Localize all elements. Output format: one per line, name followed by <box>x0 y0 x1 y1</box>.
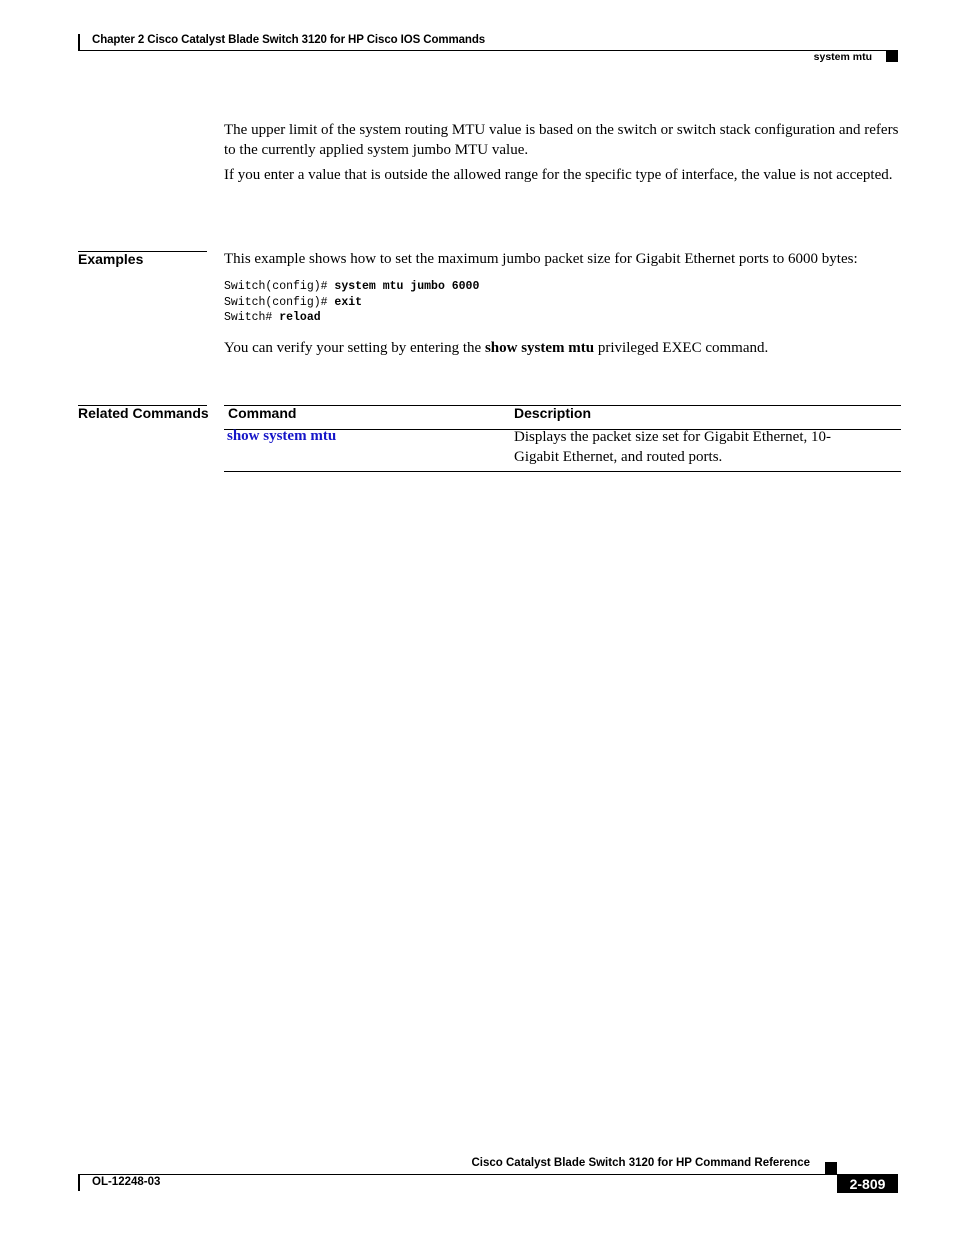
footer-rule <box>78 1174 837 1175</box>
code-line <box>224 310 479 326</box>
header-left-bar <box>78 34 80 51</box>
header-chapter-title: Chapter 2 Cisco Catalyst Blade Switch 3120 for HP Cisco IOS Commands <box>92 34 486 46</box>
code-command: exit <box>334 295 363 309</box>
code-prompt: Switch# <box>224 311 280 324</box>
verify-paragraph <box>224 339 768 359</box>
table-bottom-rule <box>224 471 901 472</box>
code-command: system mtu jumbo 6000 <box>334 280 480 293</box>
footer-left-bar <box>78 1174 80 1191</box>
related-commands-heading: Related Commands <box>78 405 209 421</box>
examples-heading: Examples <box>78 251 144 267</box>
code-example <box>224 279 479 326</box>
usage-paragraph-2: If you enter a value that is outside the allowed range for the specific type of interface, the value is not accepted. <box>224 167 893 183</box>
examples-intro: This example shows how to set the maximum jumbo packet size for Gigabit Ethernet ports to 6000 bytes: <box>224 251 858 267</box>
table-header-description: Description <box>514 405 592 421</box>
code-line <box>224 279 479 295</box>
verify-text-before: You can verify your setting by entering the <box>224 340 485 356</box>
verify-text-after: privileged EXEC command. <box>594 340 769 356</box>
page-number: 2-809 <box>837 1174 898 1193</box>
code-line <box>224 295 479 311</box>
verify-command: show system mtu <box>484 340 595 356</box>
footer-marker-square <box>825 1162 837 1174</box>
code-prompt: Switch(config)# <box>224 295 335 309</box>
usage-paragraph-1: The upper limit of the system routing MTU value is based on the switch or switch stack configuration and refers to the currently applied system jumbo MTU value. <box>224 122 899 158</box>
header-section-name: system mtu <box>813 51 872 63</box>
footer-book-title: Cisco Catalyst Blade Switch 3120 for HP Command Reference <box>471 1157 810 1169</box>
related-command-description: Displays the packet size set for Gigabit Ethernet, 10-Gigabit Ethernet, and routed ports. <box>514 429 831 465</box>
header-marker-square <box>886 50 898 62</box>
code-command: reload <box>279 311 321 324</box>
footer-document-id: OL-12248-03 <box>92 1176 161 1188</box>
table-header-command: Command <box>228 405 297 421</box>
header-rule <box>78 50 897 51</box>
related-command-link[interactable]: show system mtu <box>227 428 337 444</box>
code-prompt: Switch(config)# <box>224 280 335 293</box>
